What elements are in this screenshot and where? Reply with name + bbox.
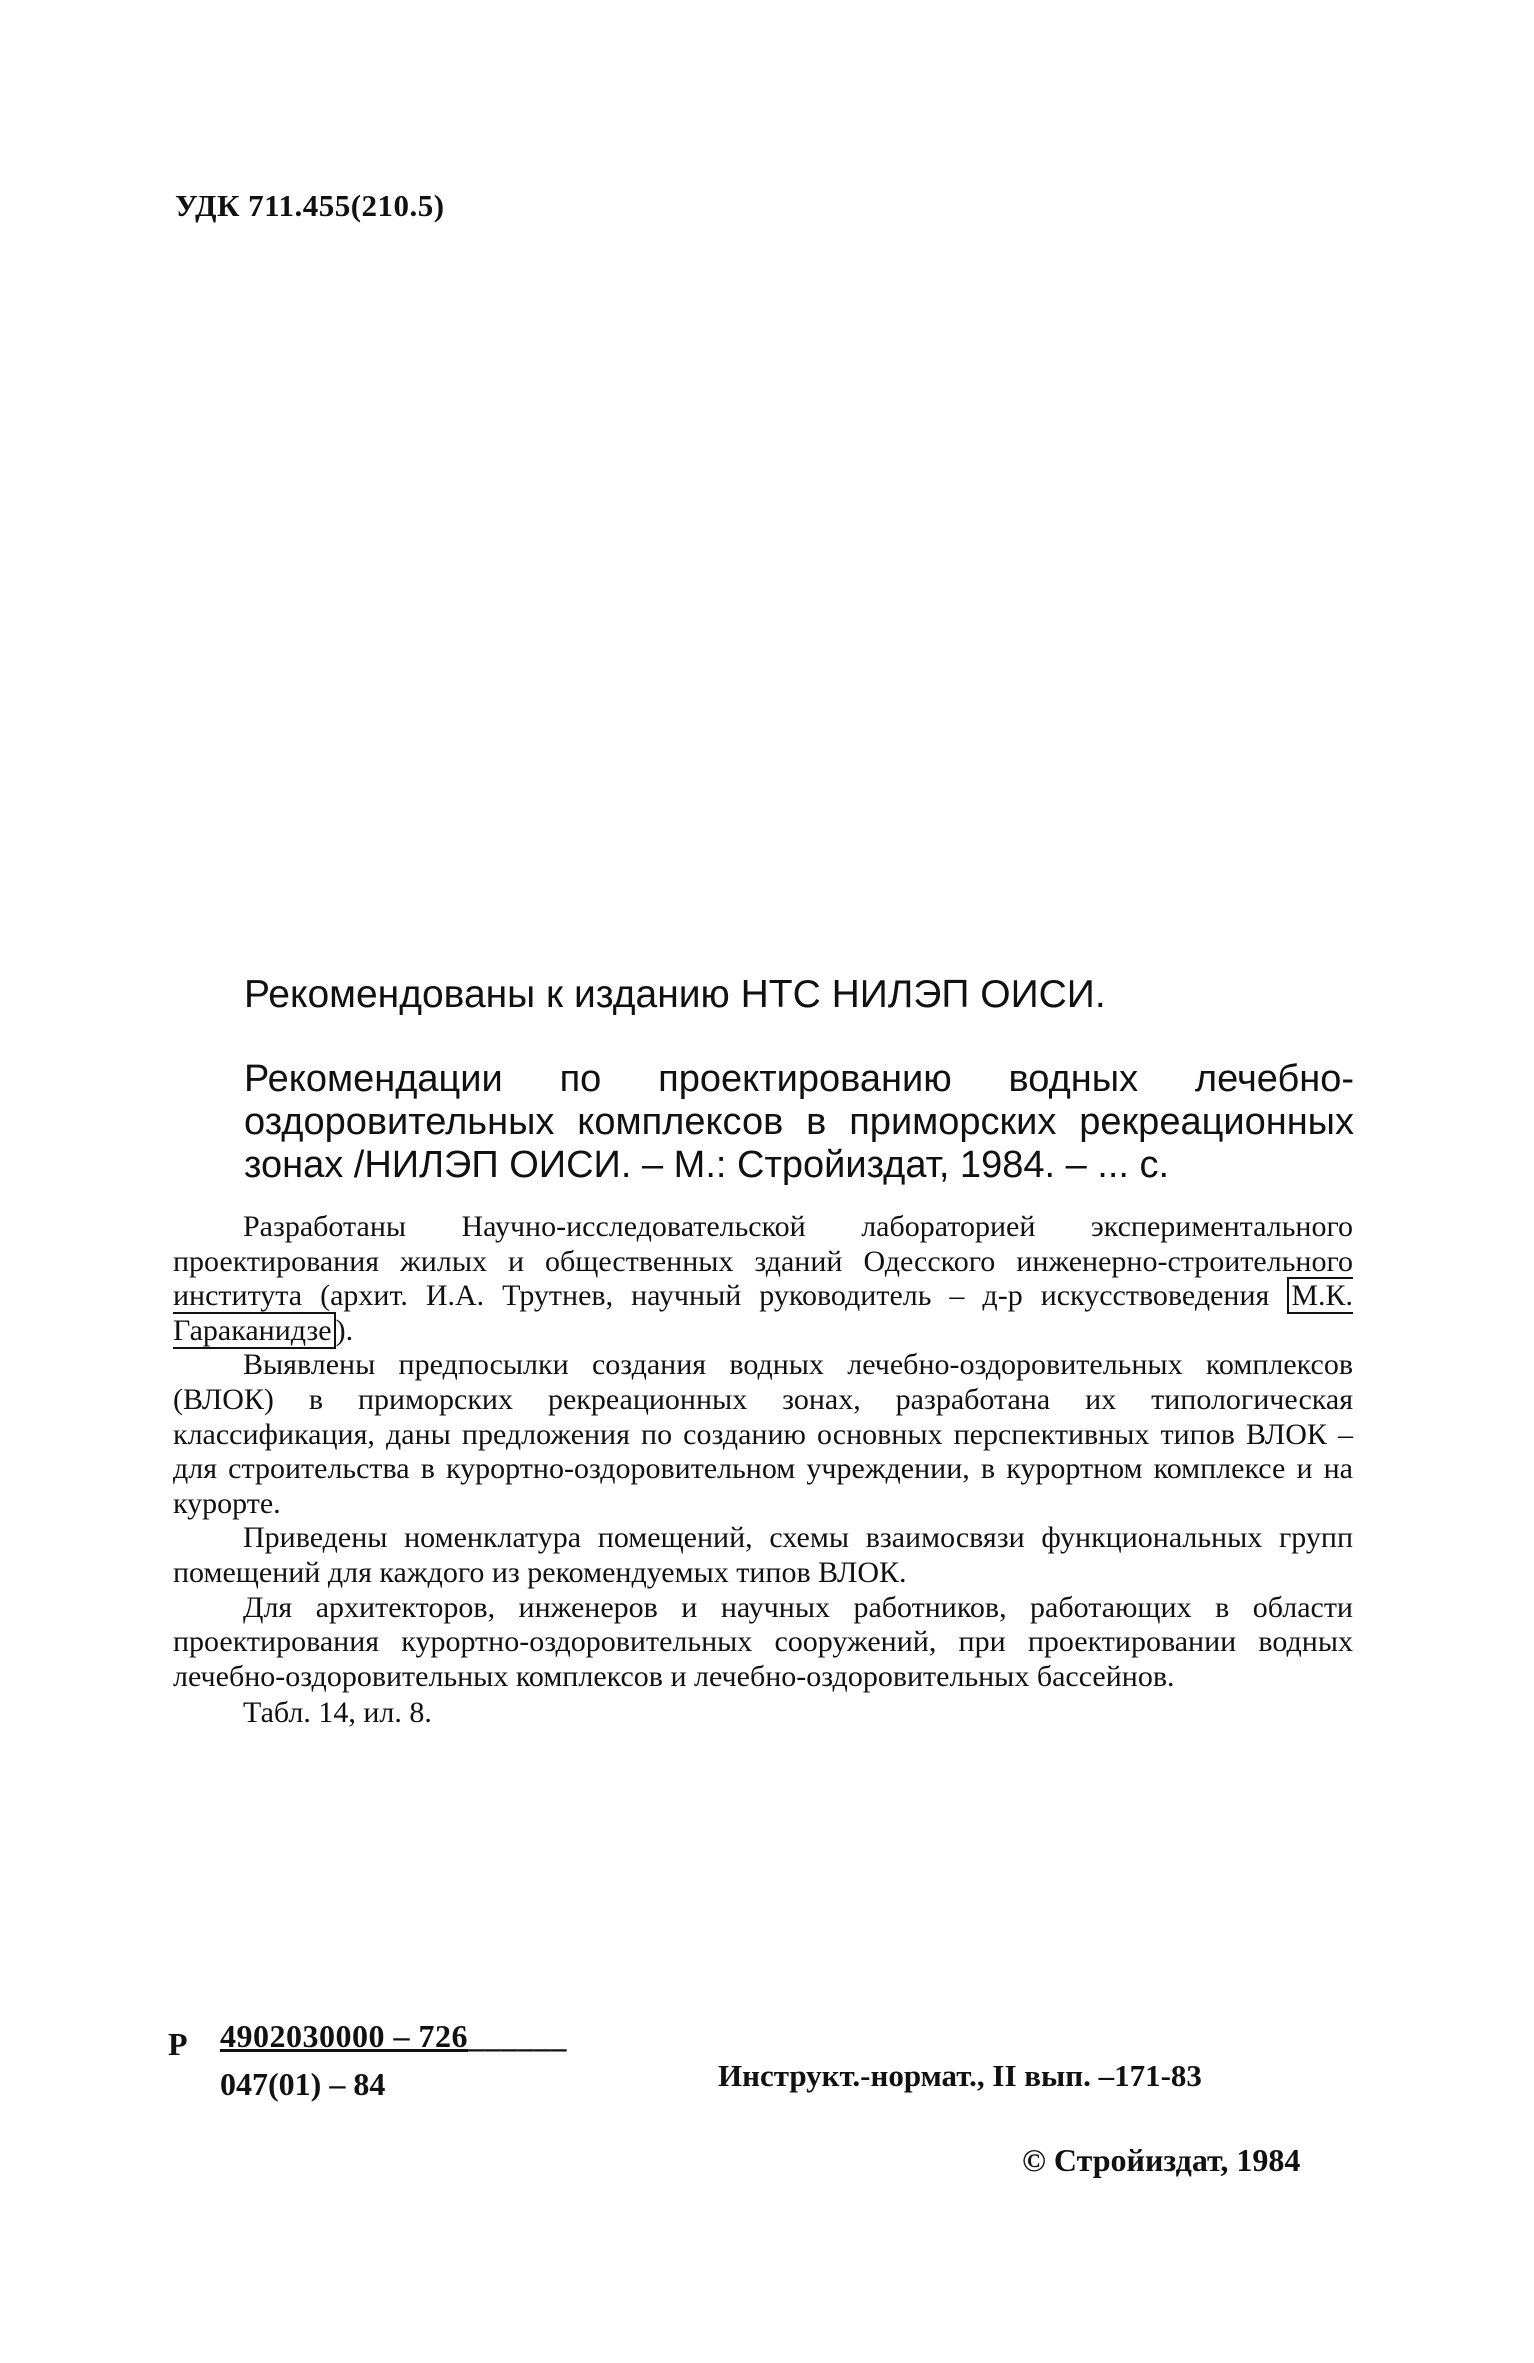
abstract-contents-paragraph: Приведены номенклатура помещений, схемы взаимосвязи функциональных групп помещений для каждого из рекомендуемых типов ВЛОК.	[173, 1521, 1353, 1589]
bibliographic-citation: Рекомендации по проектированию водных лечебно-оздоровительных комплексов в приморских рекреационных зонах /НИЛЭП ОИСИ. – М.: Стройиздат, 1984. – ... с.	[244, 1058, 1354, 1186]
copyright-notice: © Стройиздат, 1984	[1022, 2142, 1301, 2178]
code-numerator-value: 4902030000 – 726	[220, 2018, 468, 2054]
udk-code: УДК 711.455(210.5)	[175, 188, 445, 223]
code-numerator	[220, 2018, 567, 2055]
code-letter: Р	[168, 2026, 188, 2062]
abstract-authors-paragraph	[173, 1210, 1353, 1348]
authors-text: Разработаны Научно-исследовательской лабораторией экспериментального проектирования жилых и общественных зданий Одесского инженерно-строительного института (архит. И.А. Трутнев, научный руководитель – д-р искусствоведения	[173, 1210, 1353, 1313]
abstract	[173, 1210, 1353, 1731]
boxed-name: М.К. Гараканидзе	[173, 1279, 1353, 1347]
authors-text-end: ).	[335, 1313, 354, 1347]
abstract-audience-paragraph: Для архитекторов, инженеров и научных работников, работающих в области проектирования курортно-оздоровительных сооружений, при проектировании водных лечебно-оздоровительных комплексов и лечебно-оздоровительных бассейнов.	[173, 1590, 1353, 1693]
code-numerator-dashes: ______	[468, 2018, 567, 2054]
tables-illustrations-count: Табл. 14, ил. 8.	[243, 1696, 432, 1730]
abstract-findings-paragraph: Выявлены предпосылки создания водных лечебно-оздоровительных комплексов (ВЛОК) в приморских рекреационных зонах, разработана их типологическая классификация, даны предложения по созданию основных перспективных типов ВЛОК – для строительства в курортно-оздоровительном учреждении, в курортном комплексе и на курорте.	[173, 1348, 1353, 1520]
code-denominator: 047(01) – 84	[220, 2066, 386, 2102]
instruction-series: Инструкт.-нормат., II вып. –171-83	[718, 2058, 1202, 2093]
recommendation-note: Рекомендованы к изданию НТС НИЛЭП ОИСИ.	[244, 973, 1106, 1016]
